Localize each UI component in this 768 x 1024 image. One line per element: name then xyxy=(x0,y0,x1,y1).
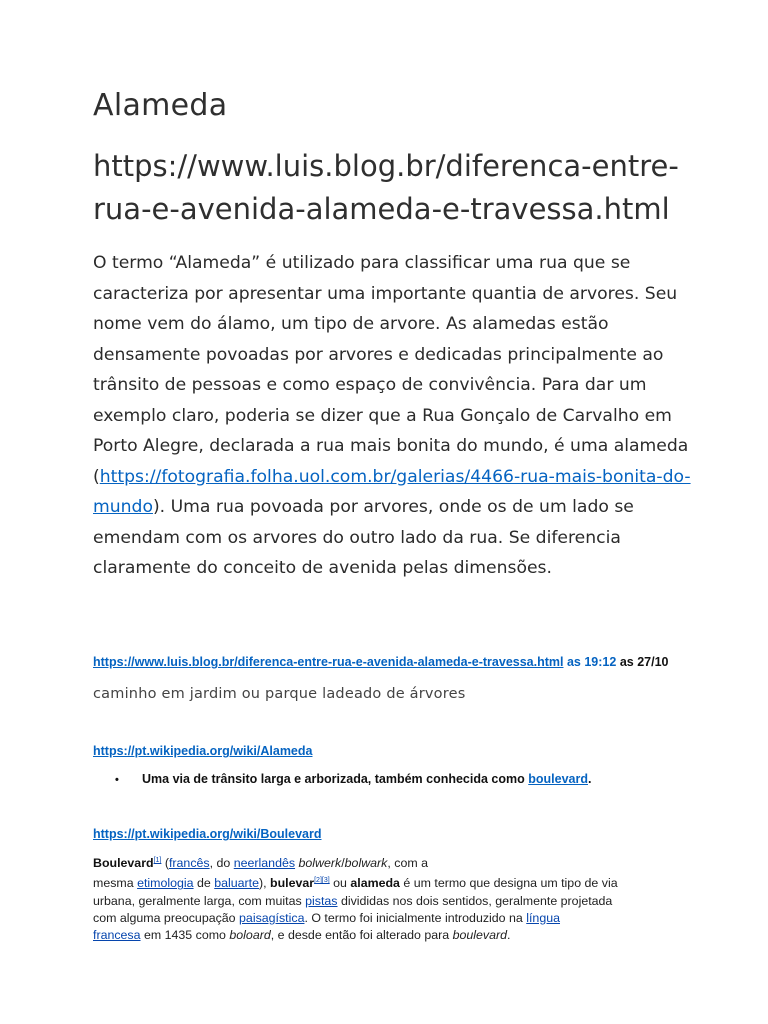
bullet-icon: • xyxy=(115,774,119,786)
body-line: nome vem do álamo, um tipo de arvore. As alamedas estão xyxy=(93,314,609,334)
text: , do xyxy=(209,856,234,871)
text: . O termo foi inicialmente introduzido na xyxy=(304,910,527,925)
heading-url-line-2: rua-e-avenida-alameda-e-travessa.html xyxy=(93,192,670,226)
definition-text: caminho em jardim ou parque ladeado de árvores xyxy=(93,686,466,702)
pistas-link[interactable]: pistas xyxy=(305,893,338,908)
text: em 1435 como xyxy=(140,928,230,943)
body-line xyxy=(93,462,693,493)
text: , e desde então foi alterado para xyxy=(270,928,453,943)
wiki-boulevard-link[interactable]: https://pt.wikipedia.org/wiki/Boulevard xyxy=(93,827,322,841)
folha-link[interactable]: https://fotografia.folha.uol.com.br/galerias/4466-rua-mais-bonita-do- xyxy=(99,466,691,487)
heading-url xyxy=(93,145,693,231)
boulevard-paragraph xyxy=(93,852,693,944)
text: , com a xyxy=(387,856,428,871)
boulevard-link[interactable]: boulevard xyxy=(528,772,588,786)
body-line: emendam com os arvores do outro lado da rua. Se diferencia xyxy=(93,527,621,548)
text: é um termo que designa um tipo de via xyxy=(399,876,618,891)
term-alameda: alameda xyxy=(350,876,400,891)
baluarte-link[interactable]: baluarte xyxy=(214,876,260,891)
wiki-alameda-link[interactable]: https://pt.wikipedia.org/wiki/Alameda xyxy=(93,744,313,758)
wiki-line xyxy=(93,852,693,872)
wiki-line xyxy=(93,893,693,910)
wiki-alameda-link-row xyxy=(93,744,312,758)
frances-link[interactable]: francês xyxy=(168,856,210,871)
word-bolwerk: bolwerk xyxy=(298,856,342,871)
text: com alguma preocupação xyxy=(93,910,240,925)
text: ), xyxy=(259,876,271,891)
term-boulevard: Boulevard xyxy=(93,856,154,871)
wiki-line xyxy=(93,927,693,944)
alameda-definition-list xyxy=(93,772,591,786)
wiki-boulevard-link-row xyxy=(93,827,322,841)
source-as: as xyxy=(566,655,581,669)
text: / xyxy=(341,856,345,871)
list-item-content xyxy=(142,772,591,786)
source-date: as 27/10 xyxy=(619,655,669,669)
text: ou xyxy=(329,876,351,891)
text: mesma xyxy=(93,876,138,891)
source-link[interactable]: https://www.luis.blog.br/diferenca-entre-rua-e-avenida-alameda-e-travessa.html xyxy=(93,655,564,669)
word-boloard: boloard xyxy=(229,928,271,943)
word-bolwark: bolwark xyxy=(344,856,388,871)
wiki-line xyxy=(93,910,693,927)
etimologia-link[interactable]: etimologia xyxy=(137,876,194,891)
body-line: Porto Alegre, declarada a rua mais bonita do mundo, é uma alameda xyxy=(93,436,689,456)
paren-open: ( xyxy=(93,466,100,487)
francesa-link[interactable]: francesa xyxy=(93,928,141,943)
text: urbana, geralmente larga, com muitas xyxy=(93,893,306,908)
source-time: 19:12 xyxy=(584,655,617,669)
ref-link[interactable]: [1] xyxy=(153,857,162,864)
body-line xyxy=(93,492,693,523)
text: divididas nos dois sentidos, geralmente projetada xyxy=(337,893,613,908)
term-bulevar: bulevar xyxy=(270,876,315,891)
body-line: trânsito de pessoas e como espaço de convivência. Para dar um xyxy=(93,375,647,395)
word-boulevard: boulevard xyxy=(452,928,508,943)
body-text: ). Uma rua povoada por arvores, onde os de um lado se xyxy=(152,497,634,517)
text: de xyxy=(193,876,215,891)
folha-link-continued[interactable]: mundo xyxy=(93,497,153,517)
ref-link[interactable]: [2][3] xyxy=(314,877,330,885)
wiki-line xyxy=(93,872,693,892)
body-line: exemplo claro, poderia se dizer que a Rua Gonçalo de Carvalho em xyxy=(93,405,672,426)
paisagistica-link[interactable]: paisagística xyxy=(239,910,305,925)
body-line: caracteriza por apresentar uma importante quantia de arvores. Seu xyxy=(93,283,678,304)
lingua-link[interactable]: língua xyxy=(526,910,560,925)
list-item-text: Uma via de trânsito larga e arborizada, também conhecida como xyxy=(142,772,525,786)
body-paragraph xyxy=(93,248,693,584)
neerlandes-link[interactable]: neerlandês xyxy=(233,856,296,871)
source-line xyxy=(93,655,669,669)
body-line: O termo “Alameda” é utilizado para classificar uma rua que se xyxy=(93,253,631,273)
body-line: densamente povoadas por arvores e dedicadas principalmente ao xyxy=(93,344,664,365)
heading-url-line-1: https://www.luis.blog.br/diferenca-entre- xyxy=(93,149,679,183)
text: . xyxy=(507,928,511,943)
list-item xyxy=(93,772,591,786)
text: ( xyxy=(161,856,169,871)
page-title: Alameda xyxy=(93,88,228,123)
list-item-end: . xyxy=(588,772,592,786)
body-line: claramente do conceito de avenida pelas dimensões. xyxy=(93,558,552,578)
